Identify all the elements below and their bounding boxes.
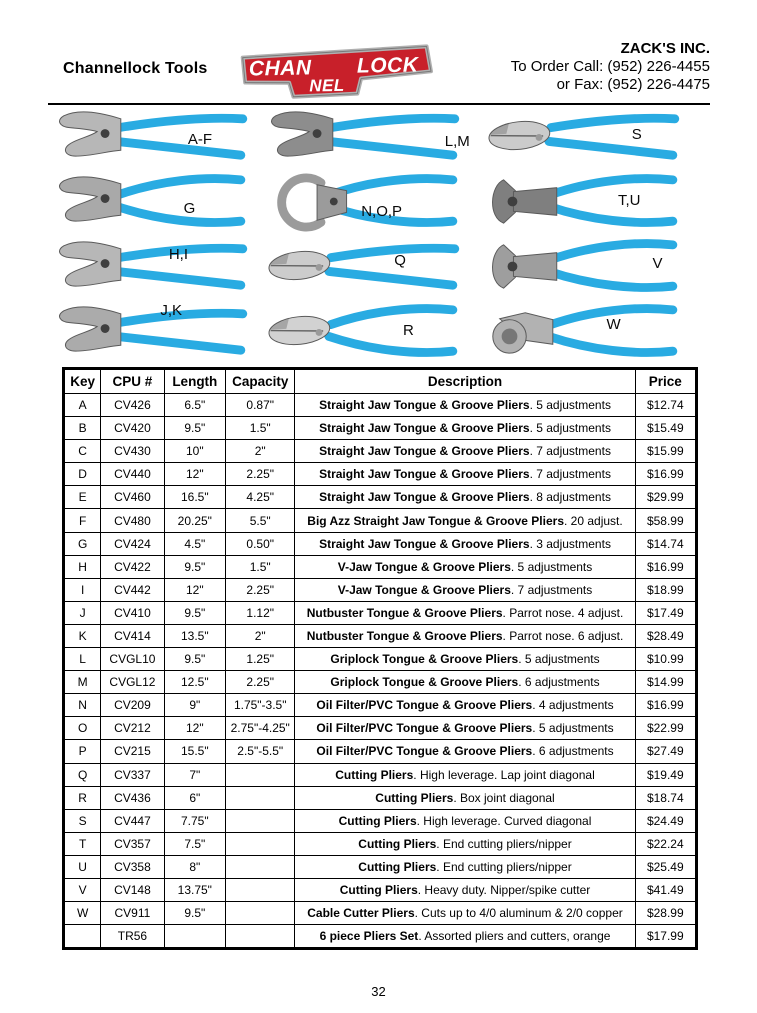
pliers-photo-box-joint-cutter-r [260, 299, 480, 364]
column-header: Length [164, 369, 225, 394]
pliers-key-label: Q [394, 252, 406, 270]
description-cell: Straight Jaw Tongue & Groove Pliers. 7 adjustments [295, 463, 635, 486]
price-cell: $10.99 [635, 648, 696, 671]
channellock-logo [233, 44, 435, 102]
column-header: Capacity [226, 369, 295, 394]
pliers-key-label: J,K [160, 301, 183, 319]
pliers-photo-cable-cutter-w [480, 299, 710, 364]
capacity-cell: 1.5" [226, 555, 295, 578]
description-cell: Big Azz Straight Jaw Tongue & Groove Pliers. 20 adjust. [295, 509, 635, 532]
column-header: CPU # [101, 369, 164, 394]
cpu-cell: CV357 [101, 832, 164, 855]
cpu-cell: CV436 [101, 786, 164, 809]
pliers-photo-oil-filter-nop [260, 169, 480, 234]
length-cell: 7.5" [164, 832, 225, 855]
price-cell: $17.99 [635, 925, 696, 949]
table-row [64, 809, 697, 832]
nutbuster-pliers-image [48, 301, 260, 362]
table-row [64, 578, 697, 601]
description-cell: 6 piece Pliers Set. Assorted pliers and cutters, orange [295, 925, 635, 949]
column-header: Key [64, 369, 101, 394]
length-cell: 6.5" [164, 394, 225, 417]
capacity-cell: 2.5"-5.5" [226, 740, 295, 763]
description-cell: Straight Jaw Tongue & Groove Pliers. 8 adjustments [295, 486, 635, 509]
key-cell: R [64, 786, 101, 809]
tongue-groove-pliers-image [48, 171, 260, 232]
cpu-cell: CV447 [101, 809, 164, 832]
key-cell: U [64, 855, 101, 878]
cpu-cell: CV426 [101, 394, 164, 417]
description-cell: Straight Jaw Tongue & Groove Pliers. 3 adjustments [295, 532, 635, 555]
table-row [64, 555, 697, 578]
description-cell: Cable Cutter Pliers. Cuts up to 4/0 aluminum & 2/0 copper [295, 902, 635, 925]
table-row [64, 786, 697, 809]
cpu-cell: CV209 [101, 694, 164, 717]
capacity-cell: 1.25" [226, 648, 295, 671]
table-row [64, 763, 697, 786]
cpu-cell: CV480 [101, 509, 164, 532]
price-cell: $18.99 [635, 578, 696, 601]
capacity-cell: 2.25" [226, 463, 295, 486]
capacity-cell [226, 809, 295, 832]
pliers-photo-straight-jaw-g [48, 169, 260, 234]
cpu-cell: CV148 [101, 878, 164, 901]
cutting-pliers-image [480, 106, 710, 167]
price-cell: $12.74 [635, 394, 696, 417]
price-cell: $28.49 [635, 624, 696, 647]
description-cell: Cutting Pliers. End cutting pliers/nipper [295, 855, 635, 878]
key-cell: F [64, 509, 101, 532]
table-row [64, 832, 697, 855]
capacity-cell: 2.25" [226, 578, 295, 601]
cpu-cell: CV460 [101, 486, 164, 509]
logo-text-nel: NEL [309, 75, 345, 96]
length-cell: 9.5" [164, 555, 225, 578]
key-cell: L [64, 648, 101, 671]
key-cell: K [64, 624, 101, 647]
cpu-cell: CV424 [101, 532, 164, 555]
capacity-cell: 1.5" [226, 417, 295, 440]
description-cell: Cutting Pliers. Box joint diagonal [295, 786, 635, 809]
price-cell: $28.99 [635, 902, 696, 925]
table-row [64, 486, 697, 509]
pliers-key-label: R [403, 322, 414, 340]
length-cell: 20.25" [164, 509, 225, 532]
price-table-body [64, 394, 697, 949]
price-cell: $27.49 [635, 740, 696, 763]
pliers-key-label: N,O,P [361, 202, 403, 220]
description-cell: Griplock Tongue & Groove Pliers. 5 adjustments [295, 648, 635, 671]
pliers-key-label: V [652, 254, 663, 272]
capacity-cell [226, 902, 295, 925]
cpu-cell: CV215 [101, 740, 164, 763]
pliers-key-label: G [183, 200, 196, 218]
capacity-cell: 2.25" [226, 671, 295, 694]
capacity-cell [226, 855, 295, 878]
page-number: 32 [371, 984, 386, 999]
key-cell: W [64, 902, 101, 925]
logo-text-lock: LOCK [356, 53, 419, 78]
length-cell: 7" [164, 763, 225, 786]
description-cell: V-Jaw Tongue & Groove Pliers. 5 adjustments [295, 555, 635, 578]
capacity-cell [226, 925, 295, 949]
logo-text-chan: CHAN [248, 56, 312, 81]
price-cell: $14.99 [635, 671, 696, 694]
cpu-cell: CV358 [101, 855, 164, 878]
length-cell: 4.5" [164, 532, 225, 555]
description-cell: Straight Jaw Tongue & Groove Pliers. 5 adjustments [295, 394, 635, 417]
cpu-cell: TR56 [101, 925, 164, 949]
table-row [64, 671, 697, 694]
pliers-photo-griplock-lm [260, 104, 480, 169]
table-row [64, 925, 697, 949]
price-cell: $17.49 [635, 601, 696, 624]
key-cell: O [64, 717, 101, 740]
price-cell: $29.99 [635, 486, 696, 509]
pliers-photo-nutbuster-jk [48, 299, 260, 364]
length-cell: 12.5" [164, 671, 225, 694]
contact-block [511, 40, 710, 94]
length-cell: 12" [164, 578, 225, 601]
capacity-cell: 5.5" [226, 509, 295, 532]
capacity-cell: 0.87" [226, 394, 295, 417]
length-cell: 9.5" [164, 902, 225, 925]
key-cell: I [64, 578, 101, 601]
cpu-cell: CV440 [101, 463, 164, 486]
description-cell: Straight Jaw Tongue & Groove Pliers. 7 adjustments [295, 440, 635, 463]
capacity-cell: 2" [226, 440, 295, 463]
price-cell: $15.49 [635, 417, 696, 440]
description-cell: Nutbuster Tongue & Groove Pliers. Parrot nose. 4 adjust. [295, 601, 635, 624]
key-cell: B [64, 417, 101, 440]
price-table [62, 367, 698, 950]
pliers-photo-vjaw-hi [48, 234, 260, 299]
length-cell: 16.5" [164, 486, 225, 509]
table-row [64, 509, 697, 532]
price-cell: $19.49 [635, 763, 696, 786]
table-row [64, 902, 697, 925]
key-cell: H [64, 555, 101, 578]
length-cell: 12" [164, 463, 225, 486]
fax-line: or Fax: (952) 226-4475 [556, 76, 710, 93]
price-table-header-row [64, 369, 697, 394]
length-cell: 9.5" [164, 648, 225, 671]
cpu-cell: CV410 [101, 601, 164, 624]
pliers-photo-straight-jaw-af [48, 104, 260, 169]
table-row [64, 601, 697, 624]
pliers-key-label: A-F [187, 131, 213, 149]
length-cell: 12" [164, 717, 225, 740]
key-cell: G [64, 532, 101, 555]
description-cell: Oil Filter/PVC Tongue & Groove Pliers. 6 adjustments [295, 740, 635, 763]
pliers-key-label: S [631, 126, 642, 144]
description-cell: Cutting Pliers. High leverage. Lap joint diagonal [295, 763, 635, 786]
key-cell: C [64, 440, 101, 463]
column-header: Price [635, 369, 696, 394]
key-cell: E [64, 486, 101, 509]
pliers-key-label: H,I [168, 245, 188, 263]
key-cell: M [64, 671, 101, 694]
capacity-cell: 4.25" [226, 486, 295, 509]
pliers-photo-curved-cutter-s [480, 104, 710, 169]
cpu-cell: CV422 [101, 555, 164, 578]
cpu-cell: CV420 [101, 417, 164, 440]
key-cell: T [64, 832, 101, 855]
cpu-cell: CV337 [101, 763, 164, 786]
description-cell: V-Jaw Tongue & Groove Pliers. 7 adjustments [295, 578, 635, 601]
length-cell [164, 925, 225, 949]
cpu-cell: CV212 [101, 717, 164, 740]
pliers-photo-heavy-nipper-v [480, 234, 710, 299]
cpu-cell: CV911 [101, 902, 164, 925]
length-cell: 13.5" [164, 624, 225, 647]
table-row [64, 717, 697, 740]
vjaw-pliers-image [48, 236, 260, 297]
length-cell: 9.5" [164, 417, 225, 440]
price-cell: $16.99 [635, 694, 696, 717]
pliers-key-label: T,U [618, 192, 641, 210]
length-cell: 6" [164, 786, 225, 809]
length-cell: 7.75" [164, 809, 225, 832]
key-cell: J [64, 601, 101, 624]
capacity-cell: 2.75"-4.25" [226, 717, 295, 740]
price-cell: $41.49 [635, 878, 696, 901]
table-row [64, 855, 697, 878]
pliers-photo-lap-joint-cutter-q [260, 234, 480, 299]
key-cell [64, 925, 101, 949]
price-cell: $18.74 [635, 786, 696, 809]
cable-cutter-pliers-image [480, 301, 710, 362]
key-cell: D [64, 463, 101, 486]
description-cell: Cutting Pliers. Heavy duty. Nipper/spike cutter [295, 878, 635, 901]
table-row [64, 694, 697, 717]
price-cell: $58.99 [635, 509, 696, 532]
order-phone-line: To Order Call: (952) 226-4455 [510, 58, 710, 75]
description-cell: Cutting Pliers. High leverage. Curved diagonal [295, 809, 635, 832]
length-cell: 10" [164, 440, 225, 463]
pliers-key-label: L,M [444, 132, 470, 150]
column-header: Description [295, 369, 635, 394]
capacity-cell: 1.12" [226, 601, 295, 624]
table-row [64, 740, 697, 763]
table-row [64, 624, 697, 647]
description-cell: Cutting Pliers. End cutting pliers/nipper [295, 832, 635, 855]
price-cell: $15.99 [635, 440, 696, 463]
table-row [64, 648, 697, 671]
table-row [64, 532, 697, 555]
length-cell: 13.75" [164, 878, 225, 901]
description-cell: Straight Jaw Tongue & Groove Pliers. 5 adjustments [295, 417, 635, 440]
table-row [64, 463, 697, 486]
price-cell: $22.24 [635, 832, 696, 855]
price-cell: $16.99 [635, 463, 696, 486]
cpu-cell: CVGL12 [101, 671, 164, 694]
end-nipper-pliers-image [480, 236, 710, 297]
capacity-cell: 2" [226, 624, 295, 647]
tongue-groove-pliers-image [48, 106, 260, 167]
capacity-cell: 0.50" [226, 532, 295, 555]
pliers-key-label: W [606, 315, 621, 333]
key-cell: V [64, 878, 101, 901]
cpu-cell: CV430 [101, 440, 164, 463]
cutting-pliers-image [260, 301, 480, 362]
price-cell: $14.74 [635, 532, 696, 555]
length-cell: 9.5" [164, 601, 225, 624]
cpu-cell: CV414 [101, 624, 164, 647]
length-cell: 8" [164, 855, 225, 878]
capacity-cell [226, 786, 295, 809]
end-nipper-pliers-image [480, 171, 710, 232]
table-row [64, 417, 697, 440]
capacity-cell [226, 763, 295, 786]
price-cell: $24.49 [635, 809, 696, 832]
table-row [64, 394, 697, 417]
price-cell: $16.99 [635, 555, 696, 578]
length-cell: 15.5" [164, 740, 225, 763]
oil-filter-pliers-image [260, 171, 480, 232]
description-cell: Griplock Tongue & Groove Pliers. 6 adjustments [295, 671, 635, 694]
description-cell: Oil Filter/PVC Tongue & Groove Pliers. 5 adjustments [295, 717, 635, 740]
page-title: Channellock Tools [63, 60, 208, 77]
cpu-cell: CVGL10 [101, 648, 164, 671]
price-cell: $25.49 [635, 855, 696, 878]
price-cell: $22.99 [635, 717, 696, 740]
capacity-cell [226, 832, 295, 855]
key-cell: Q [64, 763, 101, 786]
description-cell: Nutbuster Tongue & Groove Pliers. Parrot nose. 6 adjust. [295, 624, 635, 647]
description-cell: Oil Filter/PVC Tongue & Groove Pliers. 4 adjustments [295, 694, 635, 717]
table-row [64, 878, 697, 901]
company-name: ZACK'S INC. [620, 40, 710, 57]
table-row [64, 440, 697, 463]
key-cell: S [64, 809, 101, 832]
pliers-image-grid [48, 104, 710, 365]
pliers-photo-end-nipper-tu [480, 169, 710, 234]
key-cell: N [64, 694, 101, 717]
capacity-cell [226, 878, 295, 901]
key-cell: A [64, 394, 101, 417]
length-cell: 9" [164, 694, 225, 717]
cpu-cell: CV442 [101, 578, 164, 601]
capacity-cell: 1.75"-3.5" [226, 694, 295, 717]
key-cell: P [64, 740, 101, 763]
cutting-pliers-image [260, 236, 480, 297]
page-header [48, 0, 710, 105]
